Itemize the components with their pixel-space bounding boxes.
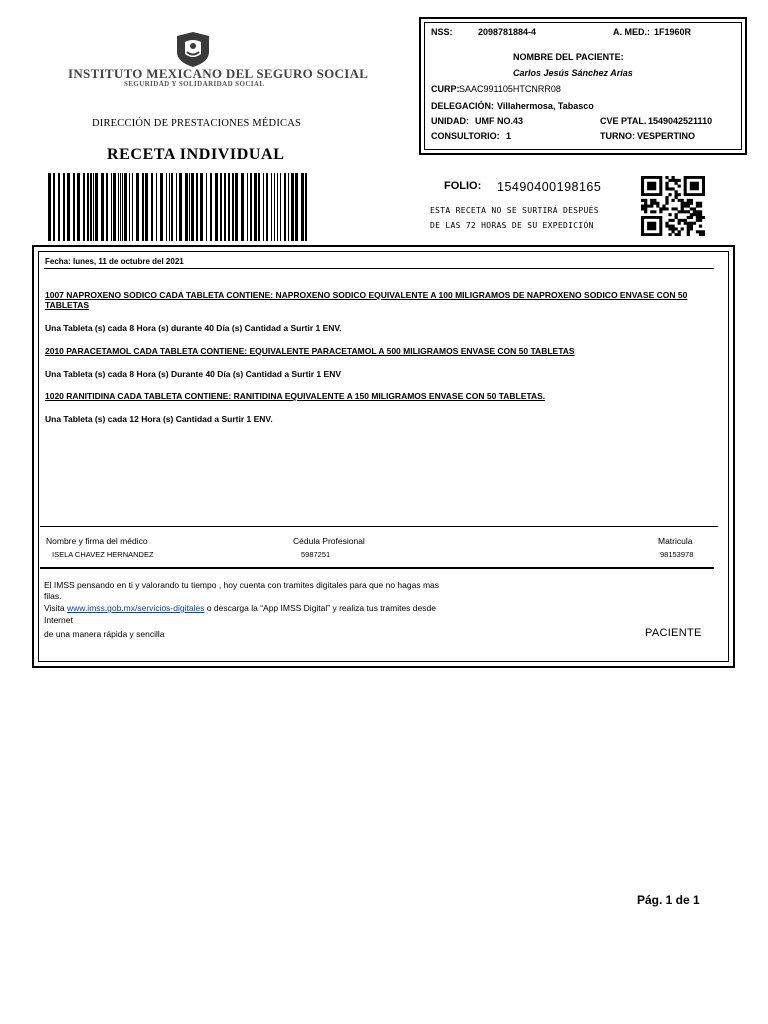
prescription-date: Fecha: lunes, 11 de octubre del 2021 <box>45 257 184 266</box>
divider <box>40 526 718 527</box>
services-link[interactable]: www.imss.gob.mx/servicios-digitales <box>67 603 205 613</box>
a-med-label: A. MED.: <box>613 27 650 37</box>
turno-label: TURNO: <box>600 131 635 141</box>
turno-value: VESPERTINO <box>637 131 696 141</box>
medication-title: 1020 RANITIDINA CADA TABLETA CONTIENE: RANITIDINA EQUIVALENTE A 150 MILIGRAMOS ENVASE CON 50 TABLETAS. <box>45 391 546 401</box>
curp-value: SAAC991105HTCNRR08 <box>459 84 561 94</box>
qr-code <box>641 176 705 236</box>
medication-title: 2010 PARACETAMOL CADA TABLETA CONTIENE: EQUIVALENTE PARACETAMOL A 500 MILIGRAMOS ENVASE CON 50 TABLETAS <box>45 346 575 356</box>
curp-label: CURP: <box>431 84 460 94</box>
doctor-name-label: Nombre y firma del médico <box>46 536 148 546</box>
institution-subtitle: SEGURIDAD Y SOLIDARIDAD SOCIAL <box>124 80 265 88</box>
document-title: RECETA INDIVIDUAL <box>107 146 285 163</box>
matricula-label: Matricula <box>658 536 693 546</box>
nss-label: NSS: <box>431 27 453 37</box>
institution-name: INSTITUTO MEXICANO DEL SEGURO SOCIAL <box>68 66 369 81</box>
barcode <box>48 173 310 241</box>
consultorio-value: 1 <box>506 131 512 141</box>
delegacion-value: Villahermosa, Tabasco <box>497 101 594 111</box>
patient-name-label: NOMBRE DEL PACIENTE: <box>513 52 624 62</box>
unidad-value: UMF NO.43 <box>475 116 524 126</box>
expiry-notice-line-1: ESTA RECETA NO SE SURTIRÁ DESPUÉS <box>430 206 599 215</box>
expiry-notice-line-2: DE LAS 72 HORAS DE SU EXPEDICIÓN <box>430 221 594 230</box>
medication-dosage: Una Tableta (s) cada 8 Hora (s) Durante 40 Día (s) Cantidad a Surtir 1 ENV <box>45 369 342 379</box>
delegacion-label: DELEGACIÓN: <box>431 101 494 111</box>
consultorio-label: CONSULTORIO: <box>431 131 500 141</box>
info-text: de una manera rápida y sencilla <box>44 629 165 639</box>
visit-prefix: Visita <box>44 603 67 613</box>
page-number: Pág. 1 de 1 <box>637 893 700 907</box>
medication-title: 1007 NAPROXENO SODICO CADA TABLETA CONTIENE: NAPROXENO SODICO EQUIVALENTE A 100 MILIGRAMOS DE NAPROXENO SODICO ENVASE CON 50 TABLETAS <box>45 290 688 310</box>
cedula-value: 5987251 <box>301 550 331 559</box>
visit-suffix: o descarga la “App IMSS Digital” y realiza tus tramites desde <box>204 603 436 613</box>
cve-value: 1549042521110 <box>648 116 713 126</box>
info-text: filas. <box>44 591 62 601</box>
nss-value: 2098781884-4 <box>478 27 537 37</box>
unidad-label: UNIDAD: <box>431 116 469 126</box>
divider <box>40 567 714 569</box>
divider <box>44 268 714 269</box>
folio-value: 15490400198165 <box>497 180 602 194</box>
cedula-label: Cédula Profesional <box>293 536 365 546</box>
direction-label: DIRECCIÓN DE PRESTACIONES MÉDICAS <box>92 118 302 129</box>
cve-label: CVE PTAL. <box>600 116 647 126</box>
folio-label: FOLIO: <box>444 180 482 192</box>
imss-logo-icon <box>173 30 213 68</box>
matricula-value: 98153978 <box>660 550 694 559</box>
info-text: El IMSS pensando en ti y valorando tu tiempo , hoy cuenta con tramites digitales para que no hagas mas <box>44 580 440 590</box>
doctor-name: ISELA CHAVEZ HERNANDEZ <box>52 550 154 559</box>
medication-dosage: Una Tableta (s) cada 12 Hora (s) Cantidad a Surtir 1 ENV. <box>45 414 273 424</box>
a-med-value: 1F1960R <box>654 27 692 37</box>
copy-type-label: PACIENTE <box>645 627 702 639</box>
medication-dosage: Una Tableta (s) cada 8 Hora (s) durante 40 Día (s) Cantidad a Surtir 1 ENV. <box>45 323 342 333</box>
patient-name: Carlos Jesús Sánchez Arias <box>513 68 633 78</box>
info-text: Internet <box>44 615 73 625</box>
info-visit-line <box>44 602 436 614</box>
